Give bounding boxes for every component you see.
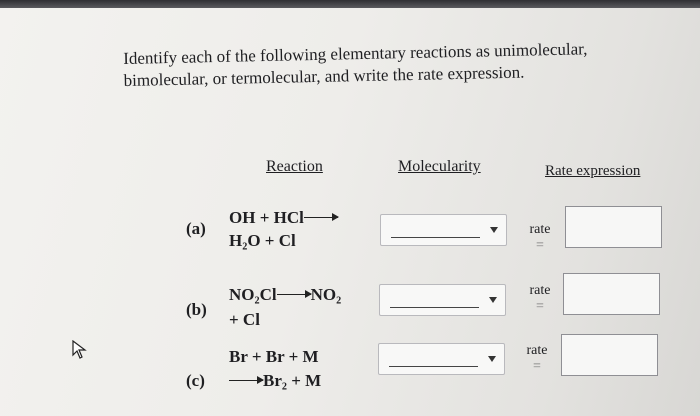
row-a-label: (a) — [186, 219, 206, 238]
header-rate-expression: Rate expression — [545, 163, 641, 179]
chevron-down-icon — [489, 297, 497, 303]
top-bezel — [0, 0, 700, 8]
row-c-products: Br₂ + M — [263, 371, 322, 390]
equals-sign: = — [533, 359, 541, 374]
row-c-reaction-line-2 — [229, 370, 321, 392]
rate-label-c — [522, 343, 552, 375]
question-line-1: Identify each of the following elementary reactions as unimolecular, — [123, 39, 588, 68]
rate-label-b — [525, 283, 555, 315]
rate-text: rate — [529, 222, 551, 237]
row-a-reactants: OH + HCl — [229, 208, 304, 227]
question-line-2: bimolecular, or termolecular, and write the rate expression. — [123, 62, 525, 90]
arrow-icon — [229, 380, 263, 381]
question-text — [123, 37, 654, 92]
row-b-products-line-2: + Cl — [229, 310, 260, 329]
rate-label-a — [525, 222, 555, 254]
dropdown-blank-line — [389, 366, 478, 367]
rate-expression-input-c[interactable] — [561, 334, 658, 376]
arrow-icon — [304, 217, 338, 218]
chevron-down-icon — [488, 356, 496, 362]
molecularity-dropdown-b[interactable] — [379, 284, 506, 316]
chevron-down-icon — [490, 227, 498, 233]
row-b-reactant: NO₂Cl — [229, 285, 277, 304]
arrow-icon — [277, 294, 311, 295]
row-b-product: NO₂ — [310, 285, 342, 304]
equals-sign: = — [536, 299, 544, 314]
row-c-reactants: Br + Br + M — [229, 347, 319, 366]
row-a-products: H₂O + Cl — [229, 231, 296, 250]
row-b-label: (b) — [186, 300, 207, 319]
dropdown-blank-line — [391, 237, 480, 238]
molecularity-dropdown-a[interactable] — [380, 214, 507, 246]
row-a-reaction-line-1 — [229, 207, 338, 229]
rate-text: rate — [526, 343, 548, 358]
rate-expression-input-a[interactable] — [565, 206, 662, 248]
dropdown-blank-line — [390, 307, 479, 308]
row-b-reaction-line-1 — [229, 284, 341, 306]
rate-expression-input-b[interactable] — [563, 273, 660, 315]
rate-text: rate — [529, 283, 551, 298]
molecularity-dropdown-c[interactable] — [378, 343, 505, 375]
row-c-label: (c) — [186, 371, 205, 390]
equals-sign: = — [536, 238, 544, 253]
header-reaction: Reaction — [266, 158, 323, 175]
header-molecularity: Molecularity — [398, 158, 481, 175]
mouse-pointer-icon — [72, 340, 88, 360]
